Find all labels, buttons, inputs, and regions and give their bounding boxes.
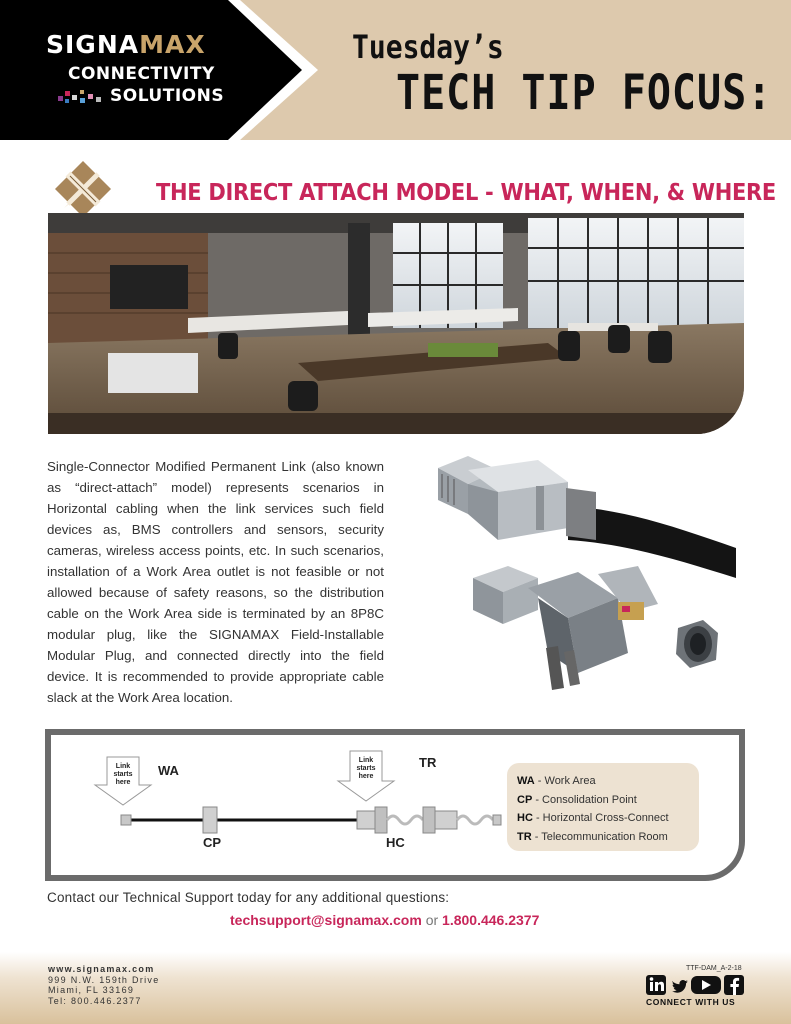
contact-line: Contact our Technical Support today for any additional questions:: [47, 890, 450, 905]
logo-line-2: SOLUTIONS: [110, 86, 225, 106]
footer-website-link[interactable]: www.signamax.com: [48, 964, 155, 974]
label-tr: TR: [419, 755, 437, 770]
social-label: CONNECT WITH US: [646, 997, 736, 1007]
linkedin-icon[interactable]: [646, 975, 666, 995]
footer-address-line2: Miami, FL 33169: [48, 985, 135, 995]
logo-brand-a: SIGNA: [46, 30, 140, 59]
footer-address: [48, 964, 160, 1006]
social-icons: [646, 974, 746, 996]
section-title: THE DIRECT ATTACH MODEL - WHAT, WHEN, & WHERE: [156, 179, 776, 206]
header-banner: [0, 0, 791, 140]
logo-wordmark: [46, 30, 206, 59]
label-hc: HC: [386, 835, 405, 850]
legend-row-hc: HC - Horizontal Cross-Connect: [517, 812, 669, 824]
footer-address-line1: 999 N.W. 159th Drive: [48, 974, 160, 985]
contact-links: [230, 912, 539, 928]
body-paragraph: Single-Connector Modified Permanent Link (also known as “direct-attach” model) represents scenarios in Horizontal cabling when the link services such field devices as, BMS controllers and sensors, security cameras, wireless access points, etc. In such scenarios, installation of a Work Area outlet is not feasible or not allowed because of safety reasons, so the distribution cable on the Work Area side is terminated by an 8P8C modular plug, like the SIGNAMAX Field-Installable Modular Plug, and connected directly into the field device. It is recommended to provide appropriate cable slack at the Work Area location.: [47, 459, 384, 705]
link-diagram: [45, 729, 745, 881]
legend-row-cp: CP - Consolidation Point: [517, 793, 637, 806]
contact-or: or: [421, 912, 443, 928]
office-photo: [48, 213, 744, 434]
modular-plug-image: [418, 448, 748, 710]
support-email-link[interactable]: techsupport@signamax.com: [230, 912, 422, 928]
header-title-big: TECH TIP FOCUS:: [396, 66, 773, 122]
header-title-small: Tuesday’s: [352, 28, 504, 66]
facebook-icon[interactable]: [724, 975, 744, 995]
twitter-icon[interactable]: [672, 980, 688, 993]
logo-pixels-icon: [58, 88, 108, 106]
logo-brand-b: MAX: [139, 30, 206, 59]
legend-row-wa: WA - Work Area: [517, 775, 596, 787]
document-code: TTF-DAM_A-2-18: [686, 965, 742, 972]
arrow-wa-text: Link starts here: [113, 763, 133, 786]
footer-tel: Tel: 800.446.2377: [48, 995, 142, 1006]
label-wa: WA: [158, 763, 179, 778]
label-cp: CP: [203, 835, 222, 850]
arrow-hc-text: Link starts here: [356, 757, 376, 780]
support-phone-link[interactable]: 1.800.446.2377: [442, 912, 540, 928]
logo-line-1: CONNECTIVITY: [68, 64, 215, 84]
legend-row-tr: TR - Telecommunication Room: [517, 830, 668, 843]
youtube-icon[interactable]: [691, 976, 721, 994]
diagram-legend: [507, 763, 699, 851]
